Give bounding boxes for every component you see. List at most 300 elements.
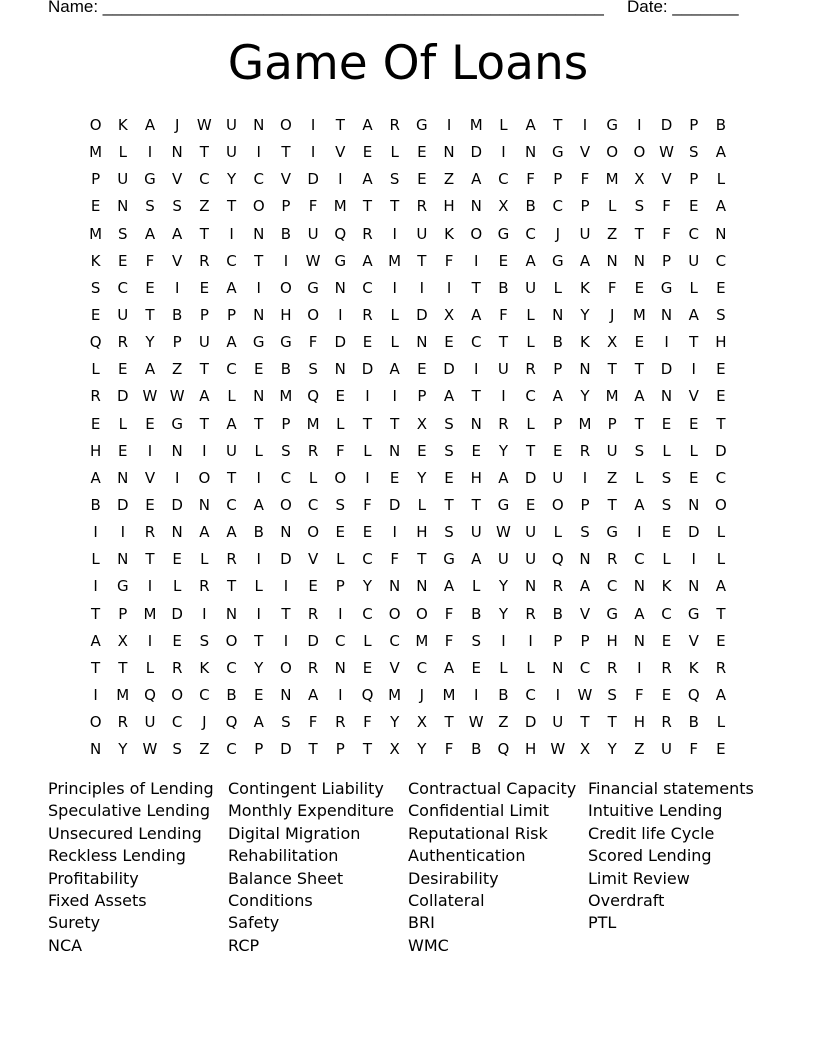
grid-letter[interactable]: F — [689, 740, 699, 759]
grid-letter[interactable]: L — [145, 658, 155, 677]
grid-letter[interactable]: D — [280, 550, 292, 569]
grid-letter[interactable]: A — [362, 170, 373, 189]
grid-letter[interactable]: N — [552, 658, 564, 677]
grid-letter[interactable]: C — [253, 170, 264, 189]
grid-letter[interactable]: B — [253, 523, 264, 542]
grid-letter[interactable]: H — [606, 631, 618, 650]
grid-letter[interactable]: S — [90, 278, 101, 297]
grid-letter[interactable]: V — [579, 604, 591, 623]
grid-letter[interactable]: N — [334, 658, 346, 677]
grid-letter[interactable]: H — [89, 441, 102, 460]
grid-letter[interactable]: S — [661, 468, 672, 487]
grid-letter[interactable]: I — [229, 224, 234, 243]
grid-letter[interactable]: W — [169, 387, 185, 406]
grid-letter[interactable]: V — [661, 170, 672, 189]
grid-letter[interactable]: L — [689, 278, 698, 297]
grid-letter[interactable]: L — [91, 360, 100, 379]
grid-letter[interactable]: T — [145, 305, 155, 324]
grid-letter[interactable]: I — [501, 387, 506, 406]
grid-letter[interactable]: G — [606, 604, 618, 623]
grid-letter[interactable]: H — [280, 305, 292, 324]
grid-letter[interactable]: Z — [443, 170, 455, 189]
grid-letter[interactable]: G — [551, 251, 564, 270]
grid-letter[interactable]: R — [307, 604, 319, 623]
grid-letter[interactable]: D — [524, 468, 537, 487]
grid-letter[interactable]: I — [501, 143, 506, 162]
grid-letter[interactable]: C — [715, 251, 727, 270]
grid-letter[interactable]: O — [89, 116, 102, 134]
grid-letter[interactable]: E — [716, 387, 726, 406]
grid-letter[interactable]: F — [662, 197, 671, 216]
grid-letter[interactable]: C — [226, 360, 237, 379]
grid-letter[interactable]: A — [471, 305, 482, 324]
grid-letter[interactable]: T — [362, 414, 373, 433]
grid-letter[interactable]: E — [362, 143, 373, 162]
grid-letter[interactable]: F — [444, 251, 454, 270]
grid-letter[interactable]: I — [256, 550, 261, 569]
grid-letter[interactable]: P — [281, 414, 291, 433]
grid-letter[interactable]: L — [336, 550, 345, 569]
grid-letter[interactable]: A — [172, 224, 183, 243]
grid-letter[interactable]: N — [253, 387, 265, 406]
grid-letter[interactable]: I — [147, 577, 153, 596]
grid-letter[interactable]: C — [552, 197, 564, 216]
grid-letter[interactable]: Z — [199, 740, 210, 759]
grid-letter[interactable]: A — [715, 685, 727, 704]
grid-letter[interactable]: E — [90, 305, 101, 324]
grid-letter[interactable]: Y — [145, 333, 155, 352]
grid-letter[interactable]: L — [526, 658, 535, 677]
grid-letter[interactable]: T — [91, 658, 101, 677]
grid-letter[interactable]: F — [444, 631, 454, 650]
grid-letter[interactable]: I — [338, 604, 343, 623]
grid-letter[interactable]: V — [335, 143, 346, 162]
grid-letter[interactable]: U — [226, 143, 238, 162]
grid-letter[interactable]: I — [691, 550, 696, 569]
grid-letter[interactable]: S — [281, 441, 291, 460]
grid-letter[interactable]: O — [551, 495, 564, 514]
grid-letter[interactable]: U — [144, 713, 156, 732]
grid-letter[interactable]: A — [443, 577, 455, 596]
grid-letter[interactable]: E — [362, 523, 373, 542]
grid-letter[interactable]: C — [362, 550, 373, 569]
grid-letter[interactable]: C — [199, 685, 210, 704]
grid-letter[interactable]: R — [416, 197, 428, 216]
grid-letter[interactable]: I — [392, 387, 397, 406]
grid-letter[interactable]: R — [90, 387, 101, 406]
grid-letter[interactable]: B — [471, 604, 482, 623]
grid-letter[interactable]: I — [174, 278, 180, 297]
grid-letter[interactable]: A — [715, 143, 727, 162]
grid-letter[interactable]: M — [442, 685, 456, 704]
grid-letter[interactable]: I — [501, 631, 506, 650]
grid-letter[interactable]: P — [417, 387, 427, 406]
grid-letter[interactable]: I — [691, 360, 696, 379]
grid-letter[interactable]: C — [715, 468, 727, 487]
grid-letter[interactable]: N — [660, 305, 673, 324]
grid-letter[interactable]: M — [388, 251, 402, 270]
grid-letter[interactable]: M — [605, 170, 619, 189]
grid-letter[interactable]: D — [524, 713, 537, 732]
grid-letter[interactable]: N — [660, 387, 673, 406]
grid-letter[interactable]: U — [226, 441, 238, 460]
grid-letter[interactable]: R — [606, 550, 618, 569]
grid-letter[interactable]: C — [199, 170, 210, 189]
grid-letter[interactable]: L — [118, 414, 127, 433]
grid-letter[interactable]: I — [474, 685, 479, 704]
grid-letter[interactable]: W — [577, 685, 593, 704]
grid-letter[interactable]: G — [280, 333, 292, 352]
grid-letter[interactable]: O — [171, 685, 184, 704]
grid-letter[interactable]: T — [199, 360, 209, 379]
grid-letter[interactable]: L — [254, 577, 263, 596]
grid-letter[interactable]: N — [633, 577, 645, 596]
grid-letter[interactable]: C — [525, 224, 536, 243]
grid-letter[interactable]: N — [389, 577, 401, 596]
grid-letter[interactable]: B — [715, 116, 727, 134]
grid-letter[interactable]: L — [390, 333, 399, 352]
grid-letter[interactable]: E — [118, 441, 128, 460]
grid-letter[interactable]: T — [254, 251, 264, 270]
grid-letter[interactable]: U — [497, 550, 509, 569]
grid-letter[interactable]: U — [661, 740, 673, 759]
grid-letter[interactable]: I — [310, 116, 316, 134]
grid-letter[interactable]: X — [579, 740, 591, 759]
grid-letter[interactable]: D — [307, 170, 319, 189]
grid-letter[interactable]: C — [226, 740, 237, 759]
grid-letter[interactable]: A — [362, 251, 373, 270]
grid-letter[interactable]: P — [580, 631, 590, 650]
grid-letter[interactable]: E — [661, 631, 672, 650]
grid-letter[interactable]: D — [388, 495, 401, 514]
grid-letter[interactable]: L — [308, 468, 318, 487]
grid-letter[interactable]: Z — [172, 360, 183, 379]
grid-letter[interactable]: M — [578, 414, 592, 433]
grid-letter[interactable]: P — [227, 305, 237, 324]
grid-letter[interactable]: O — [633, 143, 646, 162]
grid-letter[interactable]: S — [444, 441, 454, 460]
grid-letter[interactable]: D — [171, 495, 183, 514]
grid-letter[interactable]: N — [171, 523, 183, 542]
grid-letter[interactable]: F — [499, 305, 508, 324]
grid-letter[interactable]: C — [606, 577, 618, 596]
grid-letter[interactable]: N — [198, 495, 210, 514]
grid-letter[interactable]: O — [198, 468, 211, 487]
grid-letter[interactable]: Q — [551, 550, 564, 569]
grid-letter[interactable]: G — [171, 414, 183, 433]
grid-letter[interactable]: W — [305, 251, 321, 270]
grid-letter[interactable]: N — [389, 441, 401, 460]
grid-letter[interactable]: C — [525, 387, 536, 406]
grid-letter[interactable]: R — [552, 577, 563, 596]
grid-letter[interactable]: F — [145, 251, 155, 270]
grid-letter[interactable]: A — [471, 170, 482, 189]
grid-letter[interactable]: F — [390, 550, 399, 569]
grid-letter[interactable]: T — [689, 333, 699, 352]
grid-letter[interactable]: N — [225, 604, 238, 623]
grid-letter[interactable]: O — [388, 604, 401, 623]
grid-letter[interactable]: N — [688, 577, 700, 596]
grid-letter[interactable]: E — [471, 658, 481, 677]
grid-letter[interactable]: G — [252, 333, 265, 352]
grid-letter[interactable]: Q — [334, 224, 347, 243]
grid-letter[interactable]: A — [443, 658, 455, 677]
grid-letter[interactable]: K — [199, 658, 210, 677]
grid-letter[interactable]: E — [417, 143, 427, 162]
grid-letter[interactable]: F — [635, 685, 644, 704]
grid-letter[interactable]: I — [637, 658, 642, 677]
grid-letter[interactable]: D — [443, 360, 455, 379]
grid-letter[interactable]: E — [688, 197, 699, 216]
grid-letter[interactable]: S — [716, 305, 726, 324]
grid-letter[interactable]: M — [89, 143, 103, 162]
grid-letter[interactable]: V — [307, 550, 319, 569]
grid-letter[interactable]: T — [281, 143, 291, 162]
grid-letter[interactable]: R — [362, 305, 373, 324]
grid-letter[interactable]: O — [89, 713, 102, 732]
grid-letter[interactable]: D — [117, 495, 129, 514]
grid-letter[interactable]: A — [307, 685, 319, 704]
grid-letter[interactable]: N — [171, 441, 183, 460]
grid-letter[interactable]: C — [470, 333, 482, 352]
grid-letter[interactable]: Z — [607, 468, 618, 487]
grid-letter[interactable]: T — [444, 713, 454, 732]
grid-letter[interactable]: V — [389, 658, 400, 677]
grid-letter[interactable]: Q — [144, 685, 156, 704]
grid-letter[interactable]: T — [417, 550, 427, 569]
grid-letter[interactable]: Q — [89, 333, 102, 352]
grid-letter[interactable]: R — [389, 116, 400, 134]
grid-letter[interactable]: A — [634, 495, 645, 514]
grid-letter[interactable]: M — [306, 414, 320, 433]
grid-letter[interactable]: T — [118, 658, 128, 677]
grid-letter[interactable]: I — [202, 441, 207, 460]
grid-letter[interactable]: T — [254, 414, 264, 433]
grid-letter[interactable]: U — [579, 224, 591, 243]
grid-letter[interactable]: X — [117, 631, 128, 650]
grid-letter[interactable]: G — [606, 116, 618, 134]
grid-letter[interactable]: N — [579, 360, 591, 379]
grid-letter[interactable]: I — [392, 224, 397, 243]
grid-letter[interactable]: X — [607, 333, 618, 352]
grid-letter[interactable]: Y — [498, 577, 508, 596]
grid-letter[interactable]: A — [715, 577, 727, 596]
grid-letter[interactable]: S — [172, 197, 182, 216]
grid-letter[interactable]: P — [118, 604, 128, 623]
grid-letter[interactable]: L — [716, 523, 726, 542]
grid-letter[interactable]: S — [389, 170, 400, 189]
grid-letter[interactable]: S — [145, 197, 155, 216]
grid-letter[interactable]: I — [283, 577, 289, 596]
grid-letter[interactable]: H — [633, 713, 645, 732]
grid-letter[interactable]: R — [525, 604, 536, 623]
grid-letter[interactable]: V — [144, 468, 156, 487]
grid-letter[interactable]: N — [117, 550, 129, 569]
grid-letter[interactable]: F — [335, 441, 345, 460]
grid-letter[interactable]: S — [634, 197, 645, 216]
grid-letter[interactable]: D — [660, 116, 673, 134]
grid-letter[interactable]: T — [145, 550, 155, 569]
grid-letter[interactable]: E — [634, 278, 645, 297]
grid-letter[interactable]: J — [419, 685, 425, 704]
grid-letter[interactable]: G — [116, 577, 129, 596]
grid-letter[interactable]: W — [659, 143, 674, 162]
grid-letter[interactable]: Z — [634, 740, 645, 759]
grid-letter[interactable]: T — [335, 116, 345, 134]
grid-letter[interactable]: I — [93, 523, 98, 542]
grid-letter[interactable]: A — [226, 333, 237, 352]
grid-letter[interactable]: T — [634, 360, 644, 379]
grid-letter[interactable]: A — [144, 116, 156, 134]
grid-letter[interactable]: R — [661, 658, 672, 677]
grid-letter[interactable]: R — [199, 577, 210, 596]
grid-letter[interactable]: M — [279, 387, 293, 406]
grid-letter[interactable]: I — [555, 685, 560, 704]
grid-letter[interactable]: I — [310, 143, 316, 162]
grid-letter[interactable]: E — [145, 414, 155, 433]
grid-letter[interactable]: D — [171, 604, 183, 623]
grid-letter[interactable]: G — [497, 495, 510, 514]
grid-letter[interactable]: R — [606, 658, 618, 677]
grid-letter[interactable]: I — [446, 278, 452, 297]
grid-letter[interactable]: L — [499, 658, 508, 677]
grid-letter[interactable]: B — [552, 604, 563, 623]
grid-letter[interactable]: A — [715, 197, 727, 216]
grid-letter[interactable]: E — [118, 251, 128, 270]
grid-letter[interactable]: I — [93, 685, 98, 704]
grid-letter[interactable]: L — [662, 441, 671, 460]
grid-letter[interactable]: R — [525, 360, 536, 379]
grid-letter[interactable]: O — [307, 523, 319, 542]
grid-letter[interactable]: R — [579, 441, 591, 460]
grid-letter[interactable]: A — [90, 631, 101, 650]
grid-letter[interactable]: A — [389, 360, 400, 379]
grid-letter[interactable]: S — [688, 143, 699, 162]
grid-letter[interactable]: C — [661, 604, 672, 623]
grid-letter[interactable]: I — [419, 278, 425, 297]
grid-letter[interactable]: N — [253, 116, 265, 134]
grid-letter[interactable]: P — [553, 170, 563, 189]
grid-letter[interactable]: E — [444, 468, 454, 487]
grid-letter[interactable]: Y — [607, 740, 617, 759]
grid-letter[interactable]: G — [307, 278, 319, 297]
grid-letter[interactable]: I — [392, 278, 397, 297]
grid-letter[interactable]: S — [444, 414, 454, 433]
grid-letter[interactable]: O — [606, 143, 619, 162]
grid-letter[interactable]: A — [579, 251, 591, 270]
grid-letter[interactable]: U — [525, 550, 537, 569]
grid-letter[interactable]: T — [226, 468, 237, 487]
grid-letter[interactable]: A — [362, 116, 373, 134]
grid-letter[interactable]: E — [716, 740, 726, 759]
grid-letter[interactable]: I — [446, 116, 452, 134]
grid-letter[interactable]: C — [307, 495, 319, 514]
grid-letter[interactable]: P — [254, 740, 264, 759]
grid-letter[interactable]: D — [361, 360, 374, 379]
grid-letter[interactable]: W — [196, 116, 212, 134]
grid-letter[interactable]: G — [443, 550, 455, 569]
grid-letter[interactable]: E — [253, 360, 264, 379]
grid-letter[interactable]: C — [226, 495, 237, 514]
grid-letter[interactable]: U — [470, 523, 482, 542]
grid-letter[interactable]: P — [172, 333, 182, 352]
grid-letter[interactable]: T — [390, 414, 400, 433]
grid-letter[interactable]: Y — [118, 740, 128, 759]
grid-letter[interactable]: N — [715, 224, 727, 243]
grid-letter[interactable]: L — [254, 441, 263, 460]
grid-letter[interactable]: U — [606, 441, 618, 460]
grid-letter[interactable]: U — [117, 170, 129, 189]
grid-letter[interactable]: N — [117, 197, 129, 216]
grid-letter[interactable]: V — [579, 143, 591, 162]
grid-letter[interactable]: U — [525, 523, 537, 542]
grid-letter[interactable]: Q — [307, 387, 319, 406]
grid-letter[interactable]: Q — [497, 740, 510, 759]
grid-letter[interactable]: E — [525, 495, 536, 514]
grid-letter[interactable]: L — [607, 197, 617, 216]
grid-letter[interactable]: X — [416, 713, 427, 732]
grid-letter[interactable]: L — [526, 414, 535, 433]
grid-letter[interactable]: V — [172, 170, 183, 189]
grid-letter[interactable]: N — [280, 685, 292, 704]
grid-letter[interactable]: M — [415, 631, 429, 650]
grid-letter[interactable]: N — [416, 333, 428, 352]
grid-letter[interactable]: K — [688, 658, 699, 677]
grid-letter[interactable]: X — [634, 170, 645, 189]
grid-letter[interactable]: B — [172, 305, 183, 324]
grid-letter[interactable]: E — [308, 577, 318, 596]
grid-letter[interactable]: I — [256, 143, 261, 162]
grid-letter[interactable]: M — [388, 685, 402, 704]
grid-letter[interactable]: A — [199, 523, 210, 542]
grid-letter[interactable]: U — [497, 360, 509, 379]
grid-letter[interactable]: E — [498, 251, 509, 270]
grid-letter[interactable]: T — [199, 143, 209, 162]
grid-letter[interactable]: A — [199, 387, 210, 406]
grid-letter[interactable]: A — [498, 468, 509, 487]
grid-letter[interactable]: I — [174, 468, 180, 487]
grid-letter[interactable]: C — [171, 713, 183, 732]
grid-letter[interactable]: F — [607, 278, 617, 297]
grid-letter[interactable]: A — [253, 713, 264, 732]
grid-letter[interactable]: I — [365, 468, 370, 487]
grid-letter[interactable]: O — [280, 658, 292, 677]
grid-letter[interactable]: R — [715, 658, 727, 677]
grid-letter[interactable]: U — [552, 468, 564, 487]
grid-letter[interactable]: E — [553, 441, 563, 460]
grid-letter[interactable]: A — [443, 387, 455, 406]
grid-letter[interactable]: W — [468, 713, 484, 732]
grid-letter[interactable]: U — [416, 224, 428, 243]
grid-letter[interactable]: E — [145, 495, 155, 514]
grid-letter[interactable]: R — [661, 713, 672, 732]
grid-letter[interactable]: G — [606, 523, 618, 542]
grid-letter[interactable]: L — [553, 278, 562, 297]
grid-letter[interactable]: M — [333, 197, 347, 216]
grid-letter[interactable]: I — [338, 305, 343, 324]
grid-letter[interactable]: C — [280, 468, 292, 487]
grid-letter[interactable]: T — [91, 604, 101, 623]
grid-letter[interactable]: H — [524, 740, 537, 759]
grid-letter[interactable]: P — [91, 170, 101, 189]
grid-letter[interactable]: P — [335, 740, 345, 759]
grid-letter[interactable]: I — [637, 523, 642, 542]
grid-letter[interactable]: T — [362, 197, 373, 216]
grid-letter[interactable]: L — [336, 414, 345, 433]
grid-letter[interactable]: D — [280, 740, 292, 759]
grid-letter[interactable]: J — [609, 305, 615, 324]
grid-letter[interactable]: U — [552, 713, 564, 732]
